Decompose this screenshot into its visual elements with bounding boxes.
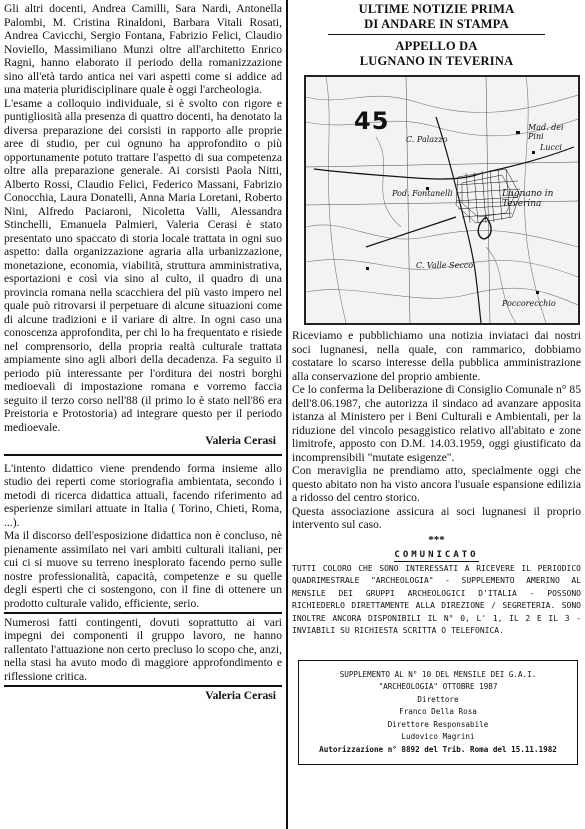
map-sheet-number: 45 xyxy=(354,107,390,135)
left-column xyxy=(4,2,282,827)
comunicato-heading xyxy=(292,550,581,560)
colophon-line-6: Ludovico Magrini xyxy=(401,732,475,741)
headline-line-2: DI ANDARE IN STAMPA xyxy=(364,17,509,31)
left-paragraph-4: Ma il discorso dell'esposizione didattica non è concluso, nè pienamente assimilato nei vari ambiti culturali italiani, per cui ci si muove su terreno inesplorato facendo perno sulle nostre professionalità, capacità, competenze e su quelle degli esperti che ci sostengono, con il fine di ottenere un prodotto culturale valido, efficiente, serio. xyxy=(4,529,282,610)
left-paragraph-5: Numerosi fatti contingenti, dovuti soprattutto ai vari impegni dei componenti il gruppo lavoro, ne hanno rallentato l'attuazione non certo precluso lo scopo che, anzi, nella stasi ha avuto modo di maggiore approfondimento e riflessione critica. xyxy=(4,615,282,683)
map-label-pini: Mad. dei Pini xyxy=(528,123,564,141)
right-paragraph-1: Riceviamo e pubblichiamo una notizia inviataci dai nostri soci lugnanesi, nella quale, con rammarico, dobbiamo costatare lo scarso interesse della pubblica amministrazione alla conservazione del proprio ambiente. xyxy=(292,329,581,383)
map-label-lucci: Lucci xyxy=(540,143,562,152)
right-paragraph-2: Ce lo conferma la Deliberazione di Consiglio Comunale n° 85 dell'8.06.1987, che autorizza il sindaco ad avanzare apposita istanza al Ministero per i Beni Culturali e Ambientali, per la riduzione del vincolo pesaggistico relativo all'abitato e zone limitrofe, apposto con D.M. 14.03.1959, oggi giustificato da incomprensibili "mutate esigenze". xyxy=(292,383,581,464)
colophon-line-7: Autorizzazione n° 8892 del Trib. Roma del 15.11.1982 xyxy=(319,744,557,754)
left-paragraph-2: L'esame a colloquio individuale, si è svolto con rigore e puntigliosità alla presenza di quattro docenti, ha denotato la diversa preparazione dei corsisti in rapporto alle proprie aree di studio, per cui ognuno ha approfondito o più opportunamente potuto trattare l'aspetto di sua competenza oltre alla preparazione generale. Ai corsisti Paola Nitti, Alberto Rossi, Claudio Felici, Federico Massani, Fabrizio Conocchia, Laura Donatelli, Anna Maria Loretani, Roberto Nini, Alfredo Paciaroni, Nicoletta Valli, Alessandra Stinchelli, Emanuela Palmieri, Valeria Cerasi è stato presentato uno spaccato di storia locale trattata in ogni suo aspetto: dalla organizzazione agraria alla urbanizzazione, monetazione, economia, viabilità, struttura amministrativa, esportazioni e così via sino al culto, il quadro di una provincia romana nella scacchiera del più vasto impero nel quale può ritrovarsi il perpetuare di alcune situazioni come di alcune tradizioni e il variare di altre. In ogni caso una conoscenza approfondita, per chi lo ha frequentato e risiede nel comprensorio, della propria realtà culturale trattata ampiamente sino agli albori della decadenza. Fa seguito il periodo più interessante per l'orditura dei nostri borghi medioevali di impostazione romana e vorremo faccia seguito il terzo corso nell'88 (il primo lo è stato nell'86 era Preistoria e Protostoria) ad integrare questo per il periodo medioevale. xyxy=(4,96,282,434)
map-label-palazzo: C. Palazzo xyxy=(406,135,448,144)
column-divider xyxy=(286,0,288,829)
headline-line-3: APPELLO DA xyxy=(395,39,478,53)
colophon-box xyxy=(298,660,578,766)
colophon-line-2: "ARCHEOLOGIA" OTTOBRE 1987 xyxy=(378,682,498,691)
map-label-poccorecchio: Poccorecchio xyxy=(502,299,556,308)
topographic-map xyxy=(304,75,580,325)
comunicato-body: TUTTI COLORO CHE SONO INTERESSATI A RICEVERE IL PERIODICO QUADRIMESTRALE "ARCHEOLOGIA" - SUPPLEMENTO AMERINO AL MENSILE DEI GRUPPI ARCHEOLOGICI D'ITALIA - POSSONO RICHIEDERLO DIRETTAMENTE ALLA DIREZIONE / SEGRETERIA. SONO INOLTRE ANCORA DISPONIBILI IL N° 0, L' 1, IL 2 E IL 3 - INVIABILI SU RICHIESTA SCRITTA O TELEFONICA. xyxy=(292,563,581,635)
right-paragraph-3: Con meraviglia ne prendiamo atto, specialmente oggi che questo abitato non ha visto ancora l'usuale espansione edilizia a ridosso del centro storico. xyxy=(292,464,581,504)
right-column xyxy=(292,2,581,827)
map-label-lugnano: Lugnano in Teverina xyxy=(502,189,554,209)
colophon-line-1: SUPPLEMENTO AL N° 10 DEL MENSILE DEI G.A.I. xyxy=(339,669,537,679)
map-label-valle-secco: C. Valle Secco xyxy=(416,261,474,270)
colophon-line-5: Direttore Responsabile xyxy=(387,719,489,729)
section-divider-2 xyxy=(4,612,282,614)
map-label-fontanelli: Pod. Fontanelli xyxy=(392,189,453,198)
headline-rule xyxy=(328,34,545,35)
colophon-line-4: Franco Della Rosa xyxy=(399,707,477,716)
signature-1: Valeria Cerasi xyxy=(205,434,276,447)
left-paragraph-1: Gli altri docenti, Andrea Camilli, Sara Nardi, Antonella Palombi, M. Cristina Rinaldoni, Barbara Vitali Rosati, Andrea Cavicchi, Sergio Fontana, Fabrizio Felici, Claudio Noviello, Massimiliano Munzi oltre all'architetto Enrico Ragni, hanno elaborato il periodo della romanizzazione sino all'età tardo antica nei vari aspetti come si addice ad una materia pluridisciplinare quale è oggi l'archeologia. xyxy=(4,2,282,96)
headline-line-1: ULTIME NOTIZIE PRIMA xyxy=(358,2,515,16)
section-divider-1 xyxy=(4,454,282,456)
left-paragraph-3: L'intento didattico viene prendendo forma insieme allo studio dei reperti come storiografia ambientata, secondo i metodi di ricerca didattica attuali, facendo riferimento ad esperienze similari attuate in Italia ( Torino, Chieti, Roma, ...). xyxy=(4,461,282,529)
section-divider-3 xyxy=(4,685,282,687)
signature-2: Valeria Cerasi xyxy=(205,688,276,702)
right-paragraph-4: Questa associazione assicura ai soci lugnanesi il proprio intervento sul caso. xyxy=(292,504,581,531)
headline-line-4: LUGNANO IN TEVERINA xyxy=(359,54,514,68)
colophon-line-3: Direttore xyxy=(417,694,459,704)
separator-stars: *** xyxy=(428,533,445,546)
comunicato-title: COMUNICATO xyxy=(394,549,479,560)
